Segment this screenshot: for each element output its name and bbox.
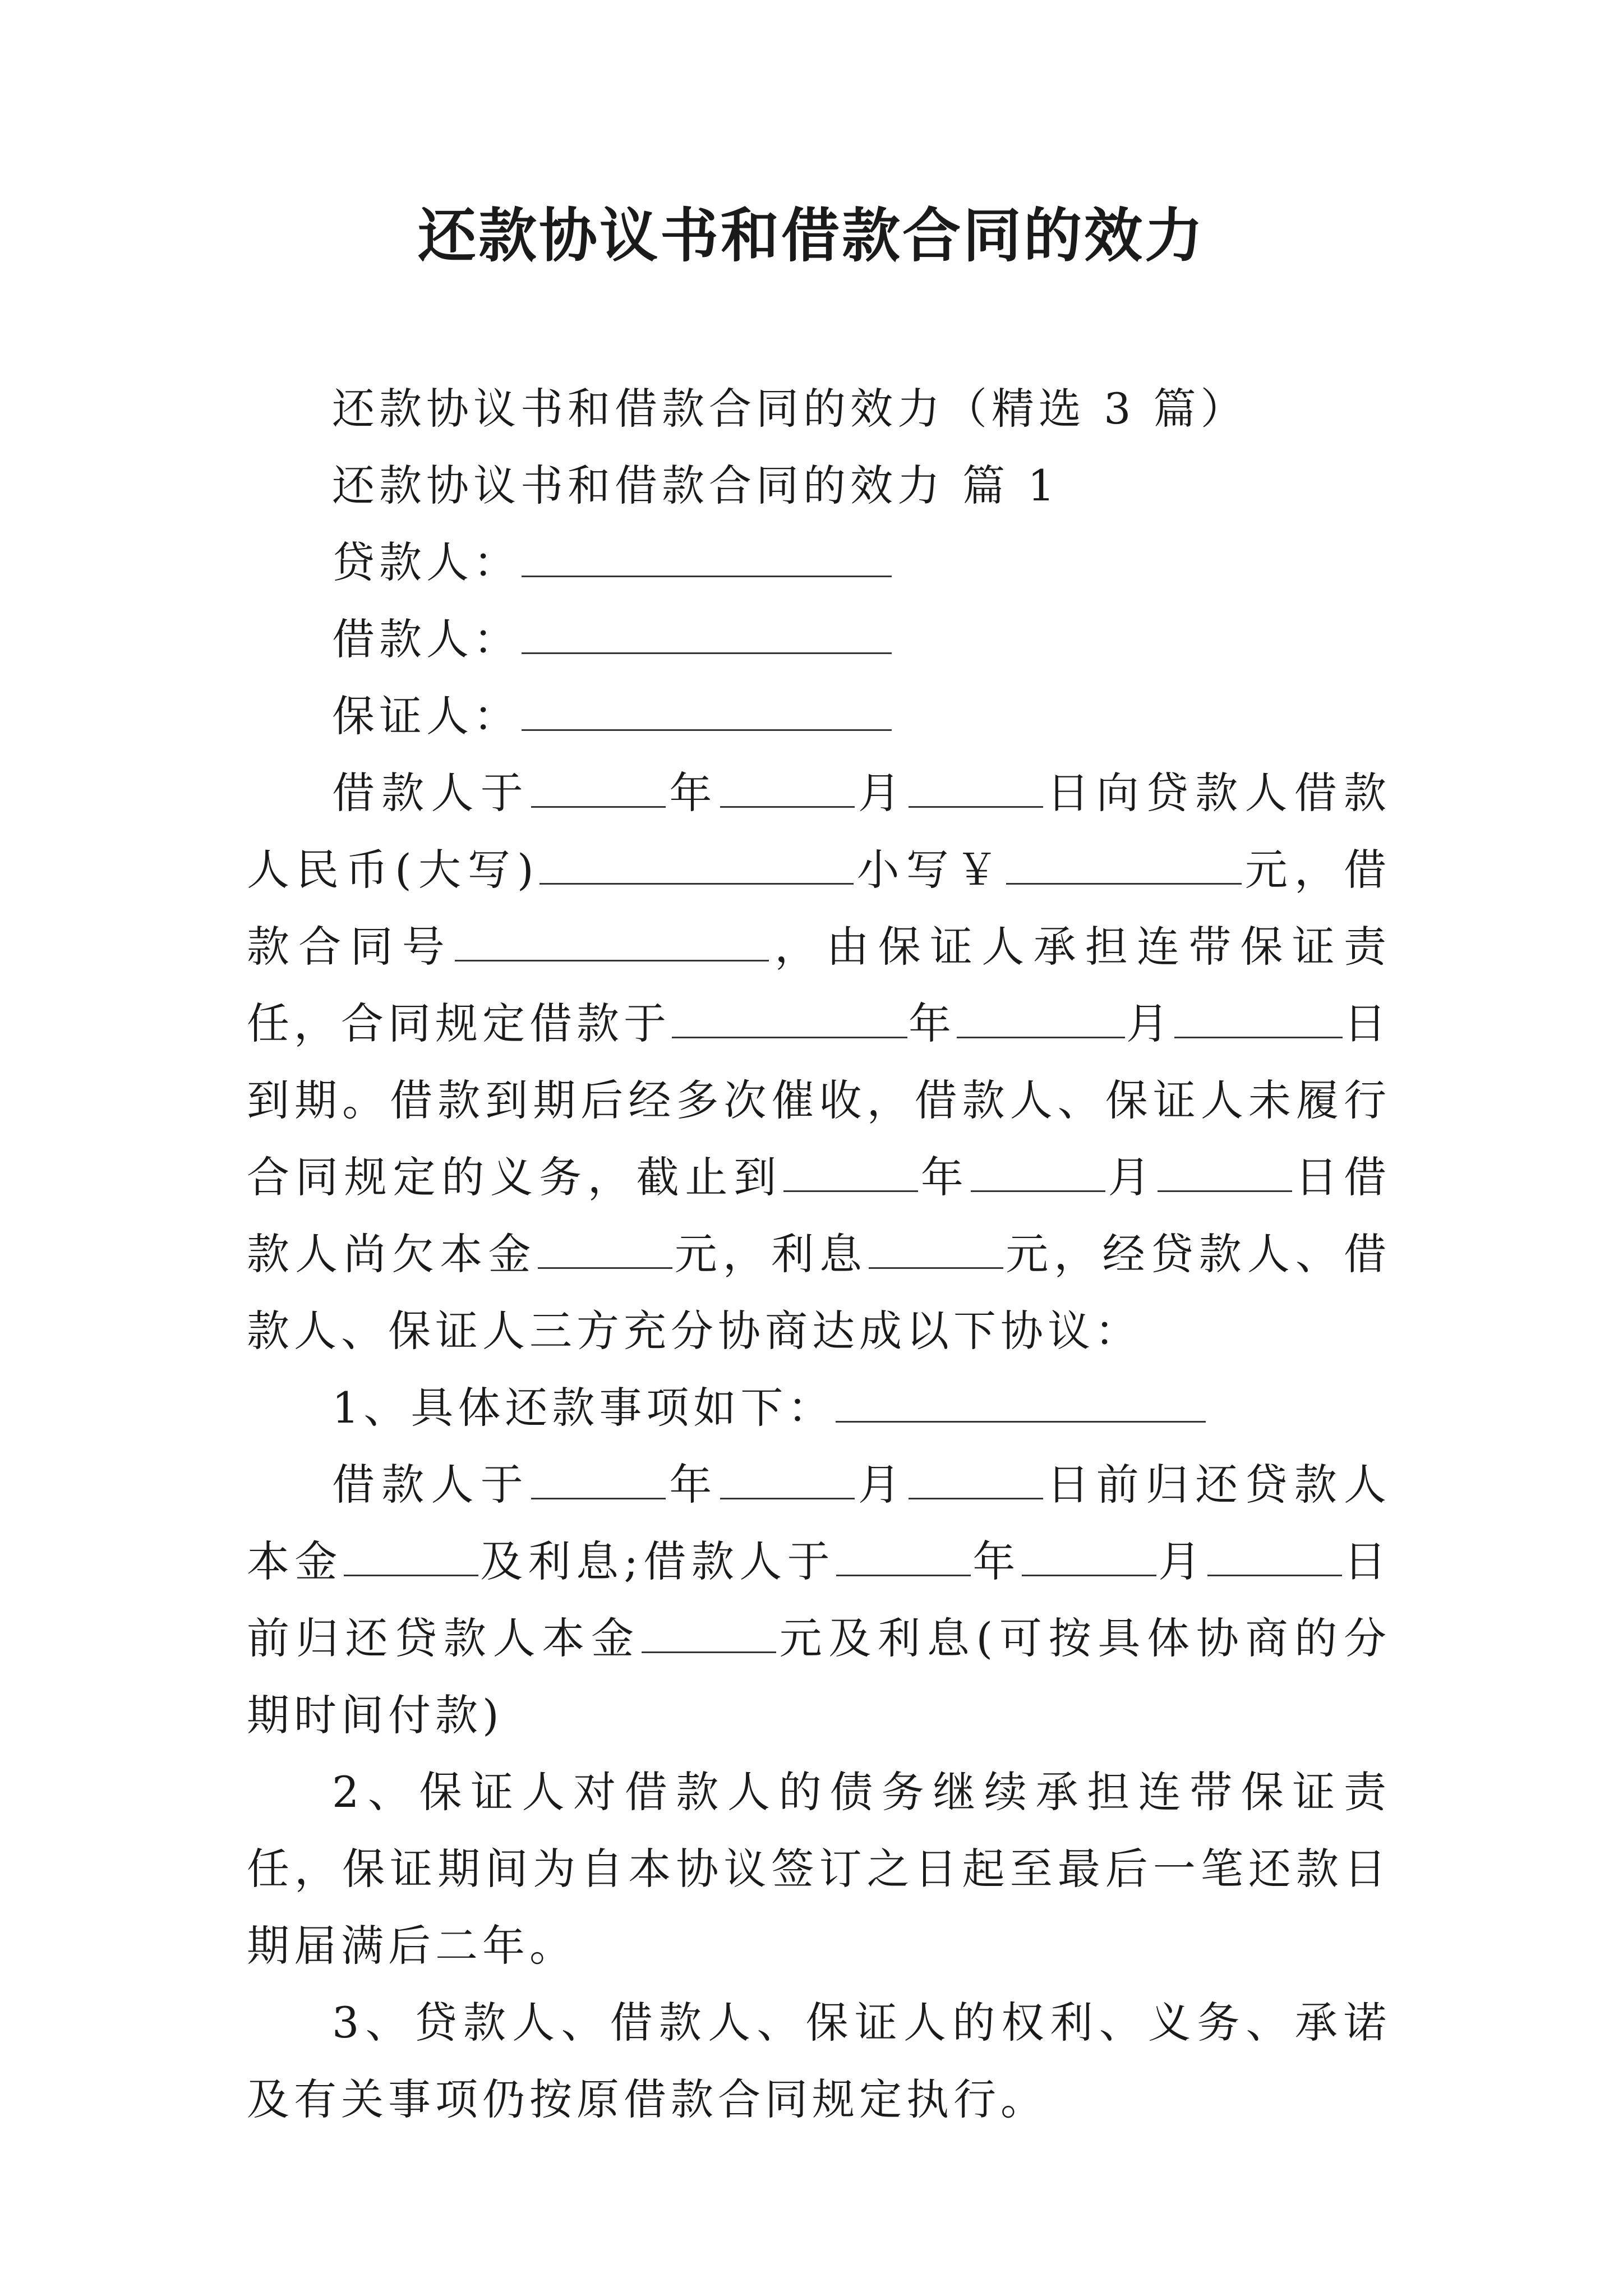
lender-label: 贷款人： bbox=[332, 537, 520, 587]
amount-lowercase-blank bbox=[1006, 850, 1242, 885]
clause-text: 月 bbox=[855, 768, 908, 818]
cutoff-day-blank bbox=[1158, 1158, 1292, 1192]
cutoff-month-blank bbox=[971, 1158, 1105, 1192]
clause-text: 月 bbox=[1157, 1536, 1206, 1586]
due-month-blank bbox=[957, 1004, 1125, 1038]
repay2-day-blank bbox=[1207, 1542, 1342, 1576]
guarantor-blank bbox=[522, 697, 892, 731]
month-blank bbox=[720, 774, 855, 808]
clause-text: 年 bbox=[909, 999, 956, 1048]
repay-principal-blank bbox=[344, 1542, 478, 1576]
item-1-label: 1、具体还款事项如下： bbox=[332, 1383, 835, 1433]
clause-text: 日向贷款人借款人民币(大写) bbox=[247, 768, 1391, 895]
clause-text: 月 bbox=[855, 1460, 908, 1510]
item-2-paragraph: 2、保证人对借款人的债务继续承担连带保证责任，保证期间为自本协议签订之日起至最后一笔还款日期届满后二年。 bbox=[247, 1767, 1391, 1971]
repay2-month-blank bbox=[1022, 1542, 1156, 1576]
lender-line bbox=[247, 524, 1391, 601]
clause-intro-paragraph bbox=[247, 754, 1391, 1369]
day-blank bbox=[909, 774, 1043, 808]
item-1-line bbox=[247, 1369, 1391, 1446]
repay-month-blank bbox=[720, 1465, 855, 1499]
clause-text: 年 bbox=[667, 768, 719, 818]
repay-day-blank bbox=[909, 1465, 1043, 1499]
clause-text: ，由保证人承担连带保证责任，合同规定借款于 bbox=[247, 922, 1391, 1048]
due-day-blank bbox=[1174, 1004, 1343, 1038]
clause-text: 元及利息(可按具体协商的分期时间付款) bbox=[247, 1613, 1391, 1740]
clause-text: 元，利息 bbox=[673, 1229, 868, 1279]
clause-text: 日到期。借款到期后经多次催收，借款人、保证人未履行合同规定的义务，截止到 bbox=[247, 999, 1391, 1202]
guarantor-label: 保证人： bbox=[332, 691, 520, 741]
clause-text: 借款人于 bbox=[332, 1460, 531, 1510]
borrower-line bbox=[247, 601, 1391, 678]
item-1-blank bbox=[836, 1388, 1206, 1423]
item-3-paragraph: 3、贷款人、借款人、保证人的权利、义务、承诺及有关事项仍按原借款合同规定执行。 bbox=[247, 1998, 1391, 2124]
clause-text: 日前归还贷款人本金 bbox=[247, 1460, 1391, 1586]
principal-owed-blank bbox=[538, 1235, 672, 1269]
clause-text: 年 bbox=[919, 1152, 970, 1202]
lender-blank bbox=[522, 543, 892, 577]
clause-text: 日借款人尚欠本金 bbox=[247, 1152, 1391, 1279]
contract-number-blank bbox=[455, 927, 769, 961]
item-1-detail-paragraph bbox=[247, 1446, 1391, 1754]
clause-text: 及利息;借款人于 bbox=[479, 1536, 836, 1586]
cutoff-year-blank bbox=[783, 1158, 918, 1192]
clause-text: 借款人于 bbox=[332, 768, 531, 818]
clause-text: 月 bbox=[1106, 1152, 1157, 1202]
document-title: 还款协议书和借款合同的效力 bbox=[417, 201, 1205, 270]
year-blank bbox=[531, 774, 666, 808]
due-year-blank bbox=[672, 1004, 907, 1038]
borrower-label: 借款人： bbox=[332, 614, 520, 664]
repay2-year-blank bbox=[836, 1542, 971, 1576]
section-heading: 还款协议书和借款合同的效力 篇 1 bbox=[332, 461, 1059, 510]
repay-year-blank bbox=[531, 1465, 666, 1499]
clause-text: 年 bbox=[972, 1536, 1021, 1586]
clause-text: 元，经贷款人、借款人、保证人三方充分协商达成以下协议： bbox=[247, 1229, 1391, 1356]
clause-text: 小写￥ bbox=[854, 845, 1005, 895]
clause-text: 年 bbox=[667, 1460, 719, 1510]
clause-text: 元，借款合同号 bbox=[247, 845, 1391, 972]
amount-uppercase-blank bbox=[540, 850, 854, 885]
borrower-blank bbox=[522, 620, 892, 654]
document-body bbox=[247, 370, 1391, 2138]
guarantor-line bbox=[247, 678, 1391, 754]
interest-owed-blank bbox=[869, 1235, 1003, 1269]
clause-text: 月 bbox=[1126, 999, 1173, 1048]
clause-text: 日前归还贷款人本金 bbox=[247, 1536, 1391, 1663]
document-subtitle: 还款协议书和借款合同的效力（精选 3 篇） bbox=[332, 384, 1248, 434]
repay2-principal-blank bbox=[642, 1619, 776, 1653]
